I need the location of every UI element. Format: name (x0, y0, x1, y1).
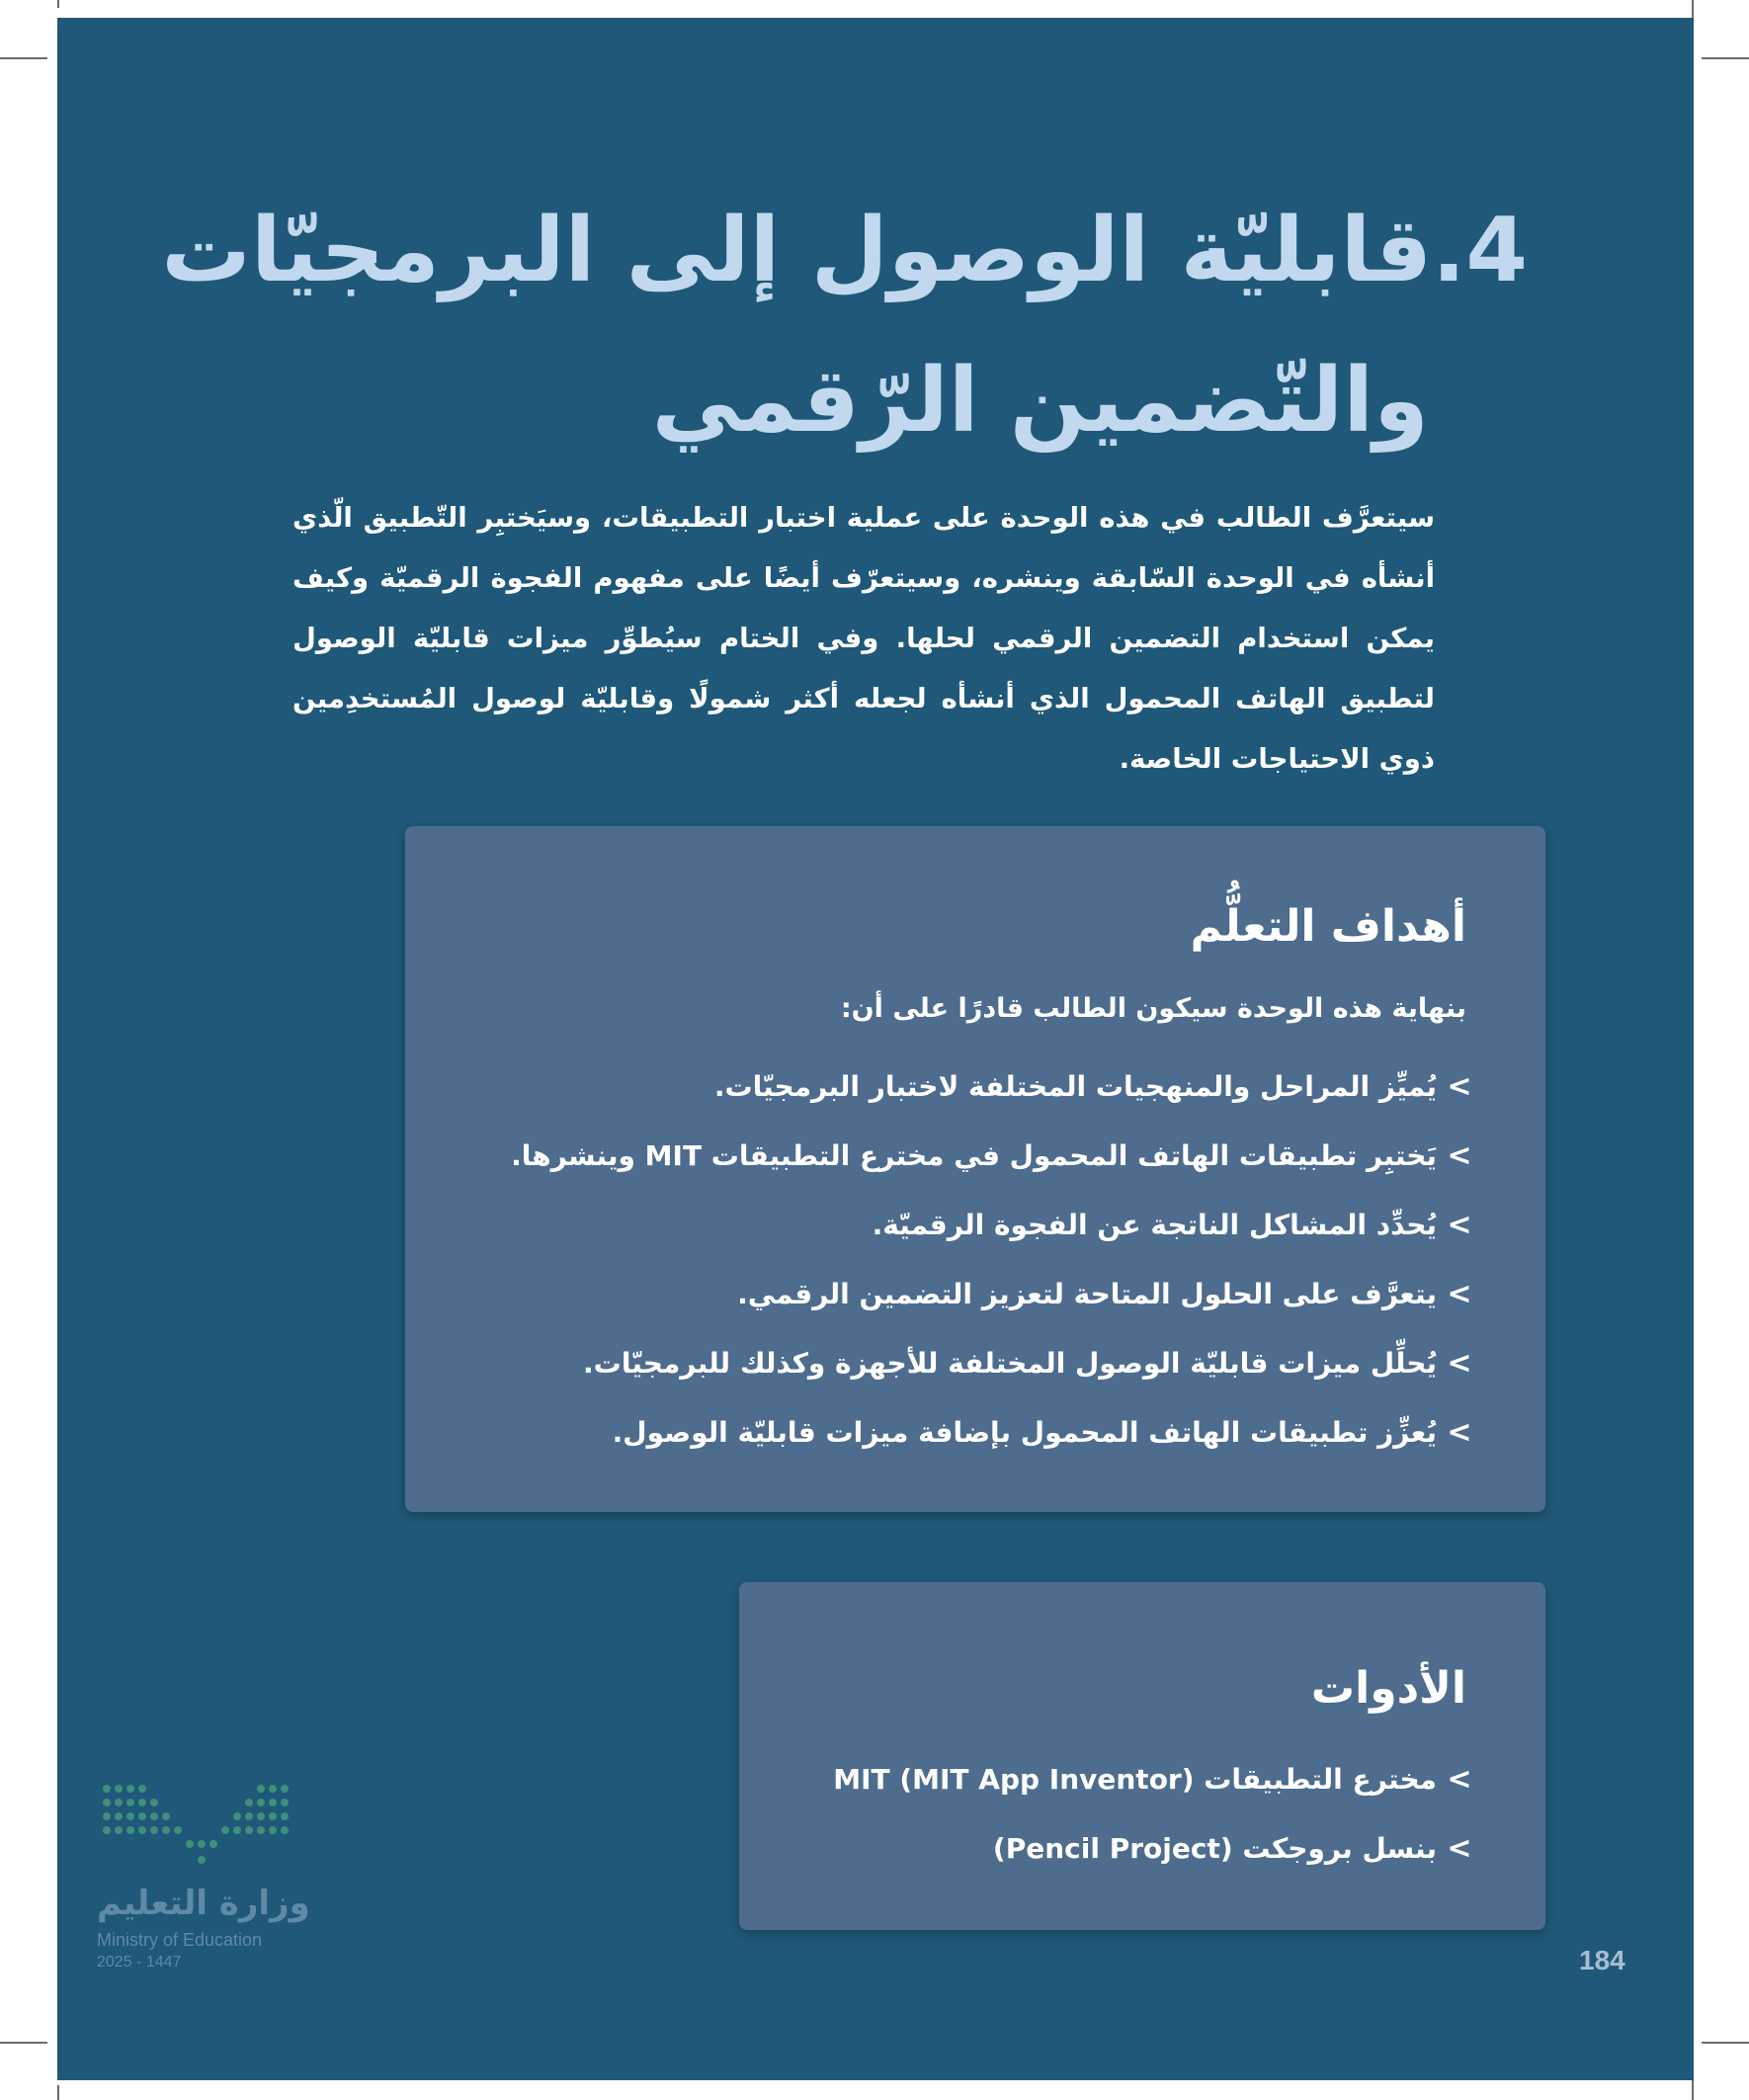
tools-card (739, 1582, 1545, 1930)
tools-list (833, 1744, 1474, 1883)
objective-text: يُعزِّز تطبيقات الهاتف المحمول بإضافة ميزات قابليّة الوصول. (612, 1415, 1437, 1449)
objective-text: يُميِّز المراحل والمنهجيات المختلفة لاختبار البرمجيّات. (713, 1069, 1437, 1103)
learning-objectives-card (405, 826, 1545, 1512)
objective-item (511, 1121, 1474, 1190)
crop-mark-top-right-h (1702, 57, 1749, 59)
objective-item (511, 1397, 1474, 1467)
ministry-name-arabic: وزارة التعليم (97, 1884, 310, 1923)
tool-item (833, 1744, 1474, 1813)
ministry-name-english: Ministry of Education (97, 1930, 263, 1950)
chevron-bullet-icon: > (1447, 1345, 1472, 1381)
crop-mark-bottom-left-v (57, 2085, 59, 2100)
tools-heading: الأدوات (1310, 1663, 1466, 1714)
edition-year: 2025 - 1447 (97, 1954, 182, 1971)
tool-item (833, 1813, 1474, 1883)
chevron-bullet-icon: > (1447, 1414, 1472, 1450)
chevron-bullet-icon: > (1447, 1068, 1472, 1104)
objective-text: يَختبِر تطبيقات الهاتف المحمول في مخترع التطبيقات MIT وينشرها. (511, 1138, 1437, 1172)
chevron-bullet-icon: > (1447, 1207, 1472, 1242)
ministry-logo-dots-icon (97, 1777, 314, 1876)
chevron-bullet-icon: > (1447, 1276, 1472, 1311)
ministry-logo (97, 1777, 334, 2034)
objective-item (511, 1259, 1474, 1328)
objective-text: يُحلِّل ميزات قابليّة الوصول المختلفة للأجهزة وكذلك للبرمجيّات. (583, 1346, 1437, 1380)
learning-objectives-lead: بنهاية هذه الوحدة سيكون الطالب قادرًا على أن: (840, 993, 1466, 1024)
crop-mark-bottom-left-h (0, 2042, 47, 2044)
chevron-bullet-icon: > (1447, 1137, 1472, 1173)
page (57, 18, 1694, 2080)
unit-title-line-1: 4.قابليّة الوصول إلى البرمجيّات (161, 199, 1528, 302)
tool-text: مخترع التطبيقات MIT (MIT App Inventor) (833, 1762, 1437, 1796)
crop-mark-top-left-v (57, 0, 59, 8)
crop-mark-top-left-h (0, 57, 47, 59)
objective-text: يتعرَّف على الحلول المتاحة لتعزيز التضمين الرقمي. (737, 1277, 1437, 1310)
page-number: 184 (1579, 1945, 1625, 1975)
chevron-bullet-icon: > (1447, 1830, 1472, 1866)
objective-text: يُحدِّد المشاكل الناتجة عن الفجوة الرقميّة. (872, 1208, 1437, 1241)
unit-title (144, 176, 1528, 476)
objective-item (511, 1051, 1474, 1121)
chevron-bullet-icon: > (1447, 1761, 1472, 1797)
learning-objectives-heading: أهداف التعلُّم (1190, 901, 1466, 952)
crop-mark-bottom-right-h (1702, 2042, 1749, 2044)
unit-title-line-2: والتّضمين الرّقمي (651, 349, 1429, 453)
objective-item (511, 1190, 1474, 1259)
learning-objectives-list (511, 1051, 1474, 1467)
tool-text: بنسل بروجكت (Pencil Project) (992, 1831, 1437, 1865)
intro-paragraph: سيتعرَّف الطالب في هذه الوحدة على عملية اختبار التطبيقات، وسيَختبِر التّطبيق الّذي أنشأه في الوحدة السّابقة وينشره، وسيتعرّف أيضًا على مفهوم الفجوة الرقميّة وكيف يمكن استخدام التضمين الرقمي لحلها. وفي الختام سيُطوِّر ميزات قابليّة الوصول لتطبيق الهاتف المحمول الذي أنشأه لجعله أكثر شمولًا وقابليّة لوصول المُستخدِمين ذوي الاحتياجات الخاصة. (292, 502, 1435, 775)
objective-item (511, 1328, 1474, 1397)
